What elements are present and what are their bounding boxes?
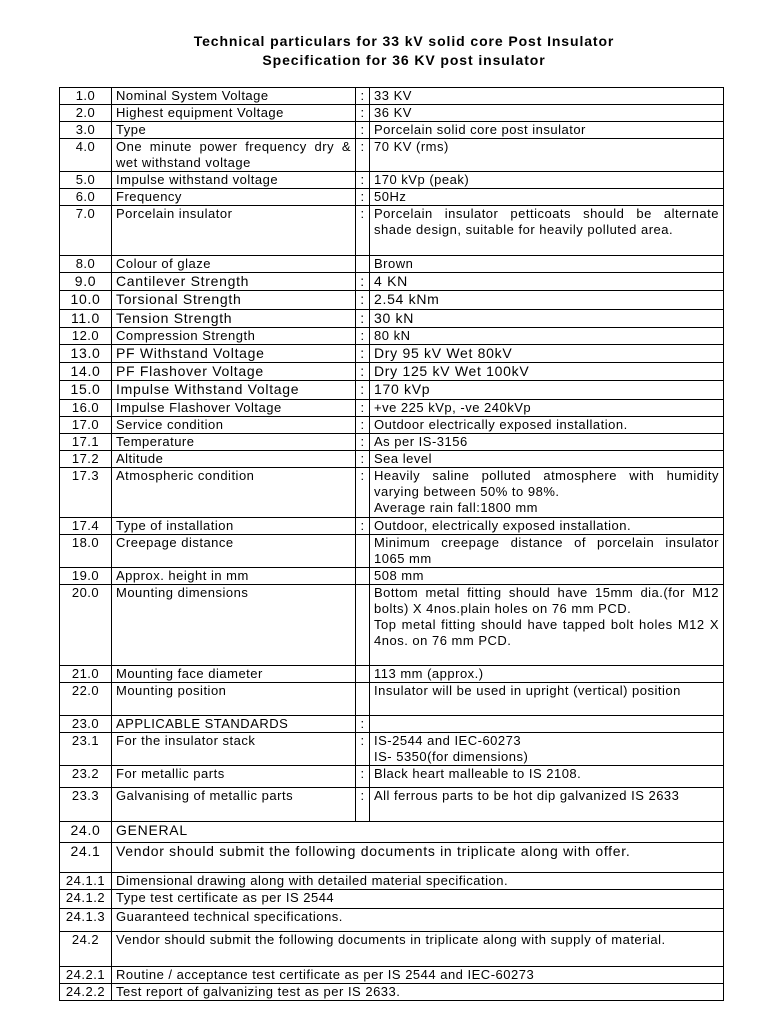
row-number: 24.1 bbox=[60, 843, 112, 873]
table-row bbox=[60, 273, 724, 291]
row-colon bbox=[356, 535, 370, 568]
row-description: One minute power frequency dry & wet withstand voltage bbox=[112, 139, 356, 172]
table-row bbox=[60, 822, 724, 843]
row-value: 70 KV (rms) bbox=[370, 139, 724, 172]
row-text: Guaranteed technical specifications. bbox=[112, 909, 724, 932]
row-description: Frequency bbox=[112, 189, 356, 206]
table-row bbox=[60, 535, 724, 568]
table-row bbox=[60, 122, 724, 139]
row-text: Dimensional drawing along with detailed material specification. bbox=[112, 873, 724, 890]
row-colon: : bbox=[356, 122, 370, 139]
table-row bbox=[60, 468, 724, 518]
document-header bbox=[0, 32, 768, 70]
row-description: Mounting dimensions bbox=[112, 585, 356, 666]
row-value-line: Top metal fitting should have tapped bolt holes M12 X 4nos. on 76 mm PCD. bbox=[374, 617, 719, 648]
row-description: PF Withstand Voltage bbox=[112, 345, 356, 363]
table-row bbox=[60, 206, 724, 256]
row-colon bbox=[356, 683, 370, 716]
row-colon bbox=[356, 666, 370, 683]
row-text: Test report of galvanizing test as per IS 2633. bbox=[112, 984, 724, 1001]
row-value: All ferrous parts to be hot dip galvanized IS 2633 bbox=[370, 788, 724, 822]
row-description: Mounting position bbox=[112, 683, 356, 716]
row-description: Type bbox=[112, 122, 356, 139]
row-number: 24.2.1 bbox=[60, 967, 112, 984]
row-text: Vendor should submit the following documents in triplicate along with offer. bbox=[112, 843, 724, 873]
row-value-line: IS- 5350(for dimensions) bbox=[374, 749, 529, 764]
row-number: 17.4 bbox=[60, 518, 112, 535]
row-value: 4 KN bbox=[370, 273, 724, 291]
row-text: Vendor should submit the following documents in triplicate along with supply of material. bbox=[112, 932, 724, 967]
row-colon: : bbox=[356, 172, 370, 189]
row-colon: : bbox=[356, 733, 370, 766]
row-value: Dry 95 kV Wet 80kV bbox=[370, 345, 724, 363]
row-description: Torsional Strength bbox=[112, 291, 356, 310]
row-value-line: Heavily saline polluted atmosphere with humidity varying between 50% to 98%. bbox=[374, 468, 719, 499]
row-colon: : bbox=[356, 381, 370, 400]
row-colon: : bbox=[356, 139, 370, 172]
row-description: Approx. height in mm bbox=[112, 568, 356, 585]
table-row bbox=[60, 291, 724, 310]
row-number: 5.0 bbox=[60, 172, 112, 189]
row-value-line: IS-2544 and IEC-60273 bbox=[374, 733, 522, 748]
row-value bbox=[370, 733, 724, 766]
row-colon: : bbox=[356, 788, 370, 822]
row-value-line: Average rain fall:1800 mm bbox=[374, 500, 539, 515]
table-row bbox=[60, 172, 724, 189]
row-description: Colour of glaze bbox=[112, 256, 356, 273]
row-number: 1.0 bbox=[60, 88, 112, 105]
row-colon: : bbox=[356, 88, 370, 105]
row-description: Atmospheric condition bbox=[112, 468, 356, 518]
row-value: Minimum creepage distance of porcelain insulator 1065 mm bbox=[370, 535, 724, 568]
row-value: Outdoor electrically exposed installation. bbox=[370, 417, 724, 434]
table-row bbox=[60, 585, 724, 666]
row-number: 10.0 bbox=[60, 291, 112, 310]
row-description: Tension Strength bbox=[112, 310, 356, 328]
table-row bbox=[60, 88, 724, 105]
row-number: 9.0 bbox=[60, 273, 112, 291]
row-colon: : bbox=[356, 310, 370, 328]
row-value: As per IS-3156 bbox=[370, 434, 724, 451]
row-number: 20.0 bbox=[60, 585, 112, 666]
table-row bbox=[60, 766, 724, 788]
row-number: 21.0 bbox=[60, 666, 112, 683]
row-colon: : bbox=[356, 328, 370, 345]
row-value: 113 mm (approx.) bbox=[370, 666, 724, 683]
row-description: Temperature bbox=[112, 434, 356, 451]
row-number: 23.0 bbox=[60, 716, 112, 733]
table-row bbox=[60, 568, 724, 585]
row-value: Brown bbox=[370, 256, 724, 273]
row-value: 170 kVp bbox=[370, 381, 724, 400]
table-row bbox=[60, 363, 724, 381]
row-number: 3.0 bbox=[60, 122, 112, 139]
document-title: Technical particulars for 33 kV solid core Post Insulator bbox=[193, 33, 615, 49]
row-colon: : bbox=[356, 451, 370, 468]
row-value: +ve 225 kVp, -ve 240kVp bbox=[370, 400, 724, 417]
row-description: For metallic parts bbox=[112, 766, 356, 788]
row-text: Routine / acceptance test certificate as per IS 2544 and IEC-60273 bbox=[112, 967, 724, 984]
row-number: 23.1 bbox=[60, 733, 112, 766]
row-description: Highest equipment Voltage bbox=[112, 105, 356, 122]
row-number: 24.1.2 bbox=[60, 890, 112, 909]
table-row bbox=[60, 139, 724, 172]
row-description: Impulse Flashover Voltage bbox=[112, 400, 356, 417]
row-colon: : bbox=[356, 434, 370, 451]
row-number: 24.1.3 bbox=[60, 909, 112, 932]
row-number: 8.0 bbox=[60, 256, 112, 273]
row-number: 2.0 bbox=[60, 105, 112, 122]
row-number: 13.0 bbox=[60, 345, 112, 363]
table-row bbox=[60, 345, 724, 363]
row-number: 24.0 bbox=[60, 822, 112, 843]
row-colon: : bbox=[356, 766, 370, 788]
row-colon: : bbox=[356, 363, 370, 381]
row-value: Sea level bbox=[370, 451, 724, 468]
row-text: Type test certificate as per IS 2544 bbox=[112, 890, 724, 909]
row-description: Galvanising of metallic parts bbox=[112, 788, 356, 822]
row-description: Porcelain insulator bbox=[112, 206, 356, 256]
table-row bbox=[60, 873, 724, 890]
table-row bbox=[60, 400, 724, 417]
table-row bbox=[60, 788, 724, 822]
row-colon: : bbox=[356, 518, 370, 535]
row-number: 24.2 bbox=[60, 932, 112, 967]
table-row bbox=[60, 733, 724, 766]
table-row bbox=[60, 256, 724, 273]
row-value: 508 mm bbox=[370, 568, 724, 585]
row-value: 170 kVp (peak) bbox=[370, 172, 724, 189]
table-row bbox=[60, 843, 724, 873]
row-description: Service condition bbox=[112, 417, 356, 434]
row-number: 15.0 bbox=[60, 381, 112, 400]
row-value: 36 KV bbox=[370, 105, 724, 122]
row-value: 30 kN bbox=[370, 310, 724, 328]
row-number: 11.0 bbox=[60, 310, 112, 328]
row-colon: : bbox=[356, 400, 370, 417]
row-number: 14.0 bbox=[60, 363, 112, 381]
document-subtitle: Specification for 36 KV post insulator bbox=[262, 52, 546, 68]
row-description: Compression Strength bbox=[112, 328, 356, 345]
row-number: 6.0 bbox=[60, 189, 112, 206]
row-value: Outdoor, electrically exposed installation. bbox=[370, 518, 724, 535]
row-description: APPLICABLE STANDARDS bbox=[112, 716, 356, 733]
table-row bbox=[60, 434, 724, 451]
row-colon bbox=[356, 568, 370, 585]
row-number: 17.3 bbox=[60, 468, 112, 518]
row-number: 18.0 bbox=[60, 535, 112, 568]
row-colon: : bbox=[356, 468, 370, 518]
row-colon: : bbox=[356, 189, 370, 206]
row-colon: : bbox=[356, 716, 370, 733]
row-colon: : bbox=[356, 417, 370, 434]
row-colon: : bbox=[356, 206, 370, 256]
row-value: 50Hz bbox=[370, 189, 724, 206]
row-description: Impulse Withstand Voltage bbox=[112, 381, 356, 400]
row-number: 4.0 bbox=[60, 139, 112, 172]
table-row bbox=[60, 105, 724, 122]
row-value: Porcelain insulator petticoats should be alternate shade design, suitable for heavily polluted area. bbox=[370, 206, 724, 256]
table-row bbox=[60, 890, 724, 909]
row-number: 23.2 bbox=[60, 766, 112, 788]
row-value: 2.54 kNm bbox=[370, 291, 724, 310]
row-number: 7.0 bbox=[60, 206, 112, 256]
row-colon bbox=[356, 256, 370, 273]
row-number: 23.3 bbox=[60, 788, 112, 822]
table-row bbox=[60, 189, 724, 206]
row-value: Insulator will be used in upright (vertical) position bbox=[370, 683, 724, 716]
row-value: Porcelain solid core post insulator bbox=[370, 122, 724, 139]
row-value: Black heart malleable to IS 2108. bbox=[370, 766, 724, 788]
row-colon: : bbox=[356, 273, 370, 291]
row-value: Dry 125 kV Wet 100kV bbox=[370, 363, 724, 381]
row-number: 24.2.2 bbox=[60, 984, 112, 1001]
table-row bbox=[60, 967, 724, 984]
row-description: For the insulator stack bbox=[112, 733, 356, 766]
row-number: 22.0 bbox=[60, 683, 112, 716]
table-row bbox=[60, 518, 724, 535]
row-description: Cantilever Strength bbox=[112, 273, 356, 291]
row-number: 16.0 bbox=[60, 400, 112, 417]
row-description: Impulse withstand voltage bbox=[112, 172, 356, 189]
row-number: 24.1.1 bbox=[60, 873, 112, 890]
table-row bbox=[60, 666, 724, 683]
row-colon: : bbox=[356, 345, 370, 363]
row-number: 17.2 bbox=[60, 451, 112, 468]
table-row bbox=[60, 417, 724, 434]
table-row bbox=[60, 381, 724, 400]
table-row bbox=[60, 310, 724, 328]
row-description: Type of installation bbox=[112, 518, 356, 535]
table-row bbox=[60, 716, 724, 733]
table-row bbox=[60, 328, 724, 345]
table-row bbox=[60, 909, 724, 932]
row-description: Altitude bbox=[112, 451, 356, 468]
row-number: 17.1 bbox=[60, 434, 112, 451]
spec-table bbox=[59, 87, 724, 1001]
row-description: Creepage distance bbox=[112, 535, 356, 568]
table-row bbox=[60, 932, 724, 967]
row-value: 33 KV bbox=[370, 88, 724, 105]
row-text: GENERAL bbox=[112, 822, 724, 843]
row-value: 80 kN bbox=[370, 328, 724, 345]
table-row bbox=[60, 451, 724, 468]
row-colon: : bbox=[356, 291, 370, 310]
row-value bbox=[370, 585, 724, 666]
row-colon: : bbox=[356, 105, 370, 122]
table-row bbox=[60, 984, 724, 1001]
row-value bbox=[370, 716, 724, 733]
row-description: Nominal System Voltage bbox=[112, 88, 356, 105]
row-colon bbox=[356, 585, 370, 666]
row-number: 12.0 bbox=[60, 328, 112, 345]
row-number: 19.0 bbox=[60, 568, 112, 585]
table-row bbox=[60, 683, 724, 716]
row-description: PF Flashover Voltage bbox=[112, 363, 356, 381]
row-value bbox=[370, 468, 724, 518]
row-number: 17.0 bbox=[60, 417, 112, 434]
row-value-line: Bottom metal fitting should have 15mm dia.(for M12 bolts) X 4nos.plain holes on 76 mm PCD. bbox=[374, 585, 719, 616]
row-description: Mounting face diameter bbox=[112, 666, 356, 683]
